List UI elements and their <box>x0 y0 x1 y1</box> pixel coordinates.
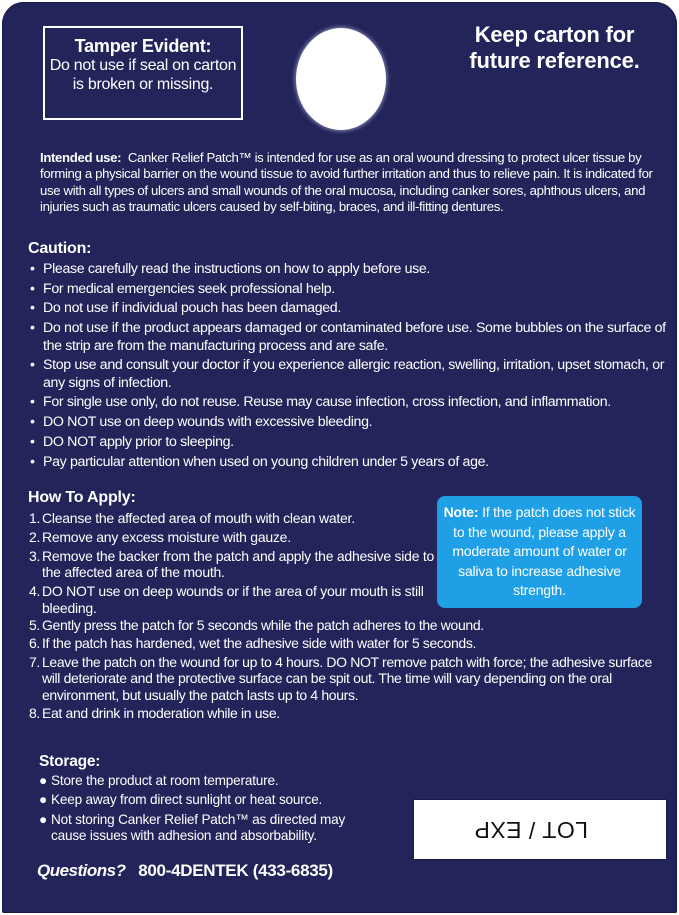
tamper-evident-box <box>43 26 243 120</box>
list-item: 2. Remove any excess moisture with gauze. <box>29 528 291 545</box>
list-item: 6. If the patch has hardened, wet the adhesive side with water for 5 seconds. <box>29 635 477 652</box>
list-item: ● Store the product at room temperature. <box>39 773 279 788</box>
carton-back-panel <box>2 2 677 913</box>
bullet-icon: ● <box>39 811 48 827</box>
bullet-icon: • <box>30 394 35 411</box>
list-item: • Please carefully read the instructions on how to apply before use. <box>30 261 431 277</box>
list-item: • DO NOT use on deep wounds with excessive bleeding. <box>30 414 373 431</box>
questions-label: Questions? <box>37 861 126 880</box>
list-item: ● Not storing Canker Relief Patch™ as directed may cause issues with adhesion and absorbability. <box>39 811 346 844</box>
bullet-icon: • <box>30 453 35 470</box>
hang-hole-icon <box>296 28 386 130</box>
intended-use-label: Intended use: <box>40 150 122 165</box>
list-item: • For medical emergencies seek professional help. <box>30 280 335 297</box>
bullet-icon: • <box>30 357 35 374</box>
tamper-body: Do not use if seal on carton is broken or missing. <box>49 57 237 93</box>
list-item: 3. Remove the backer from the patch and apply the adhesive side to the affected area of the mouth. <box>29 547 435 581</box>
bullet-icon: ● <box>39 792 48 808</box>
note-text: If the patch does not stick to the wound, please apply a moderate amount of water or saliva to increase adhesive strength. <box>452 504 636 598</box>
note-label: Note: <box>443 504 479 520</box>
caution-heading: Caution: <box>28 240 92 257</box>
apply-steps-list-top <box>29 510 437 619</box>
tamper-title: Tamper Evident: <box>74 36 212 56</box>
list-item: • Do not use if individual pouch has been damaged. <box>30 300 341 317</box>
bullet-icon: • <box>30 300 35 317</box>
how-to-apply-heading: How To Apply: <box>28 489 136 506</box>
bullet-icon: • <box>30 280 35 297</box>
intended-use-text: Canker Relief Patch™ is intended for use as an oral wound dressing to protect ulcer tissue by forming a physical barrier on the wound tissue to avoid further irritation and thus to relieve pain. It is indicated for use with all types of ulcers and small wounds of the oral mucosa, including canker sores, aphthous ulcers, and injuries such as traumatic ulcers caused by self-biting, braces, and ill-fitting dentures. <box>40 150 653 214</box>
phone-number: 800-4DENTEK (433-6835) <box>138 861 333 880</box>
list-item: • DO NOT apply prior to sleeping. <box>30 433 234 450</box>
apply-steps-list-bottom <box>29 617 669 724</box>
storage-heading: Storage: <box>39 753 101 770</box>
keep-line-2: future reference. <box>469 48 640 73</box>
caution-list <box>28 261 668 473</box>
list-item: 8. Eat and drink in moderation while in use. <box>29 705 280 722</box>
adhesion-note-box <box>437 496 642 608</box>
storage-list <box>39 773 379 848</box>
list-item: 4. DO NOT use on deep wounds or if the area of your mouth is still bleeding. <box>29 583 424 616</box>
bullet-icon: • <box>30 320 35 337</box>
intended-use-paragraph <box>40 150 660 215</box>
contact-line <box>37 861 333 881</box>
list-item: • Do not use if the product appears damaged or contaminated before use. Some bubbles on the surface of the strip are from the manufacturing process and are safe. <box>30 320 666 354</box>
bullet-icon: • <box>30 414 35 431</box>
list-item: ● Keep away from direct sunlight or heat source. <box>39 792 323 808</box>
list-item: • Pay particular attention when used on young children under 5 years of age. <box>30 453 489 470</box>
bullet-icon: ● <box>39 773 48 788</box>
list-item: • Stop use and consult your doctor if you experience allergic reaction, swelling, irritation, upset stomach, or any signs of infection. <box>30 357 665 391</box>
keep-line-1: Keep carton for <box>474 22 635 47</box>
lot-exp-box <box>413 799 667 860</box>
list-item: 1. Cleanse the affected area of mouth with clean water. <box>29 510 355 526</box>
list-item: • For single use only, do not reuse. Reuse may cause infection, cross infection, and inflammation. <box>30 394 611 411</box>
bullet-icon: • <box>30 261 35 277</box>
lot-exp-label: LOT / EXP <box>473 817 588 843</box>
bullet-icon: • <box>30 433 35 450</box>
list-item: 5. Gently press the patch for 5 seconds while the patch adheres to the wound. <box>29 617 484 633</box>
list-item: 7. Leave the patch on the wound for up to 4 hours. DO NOT remove patch with force; the adhesive surface will deteriorate and the protective surface can be spit out. The time will vary depending on the oral environment, but usually the patch lasts up to 4 hours. <box>29 653 652 703</box>
keep-carton-notice <box>442 22 667 74</box>
